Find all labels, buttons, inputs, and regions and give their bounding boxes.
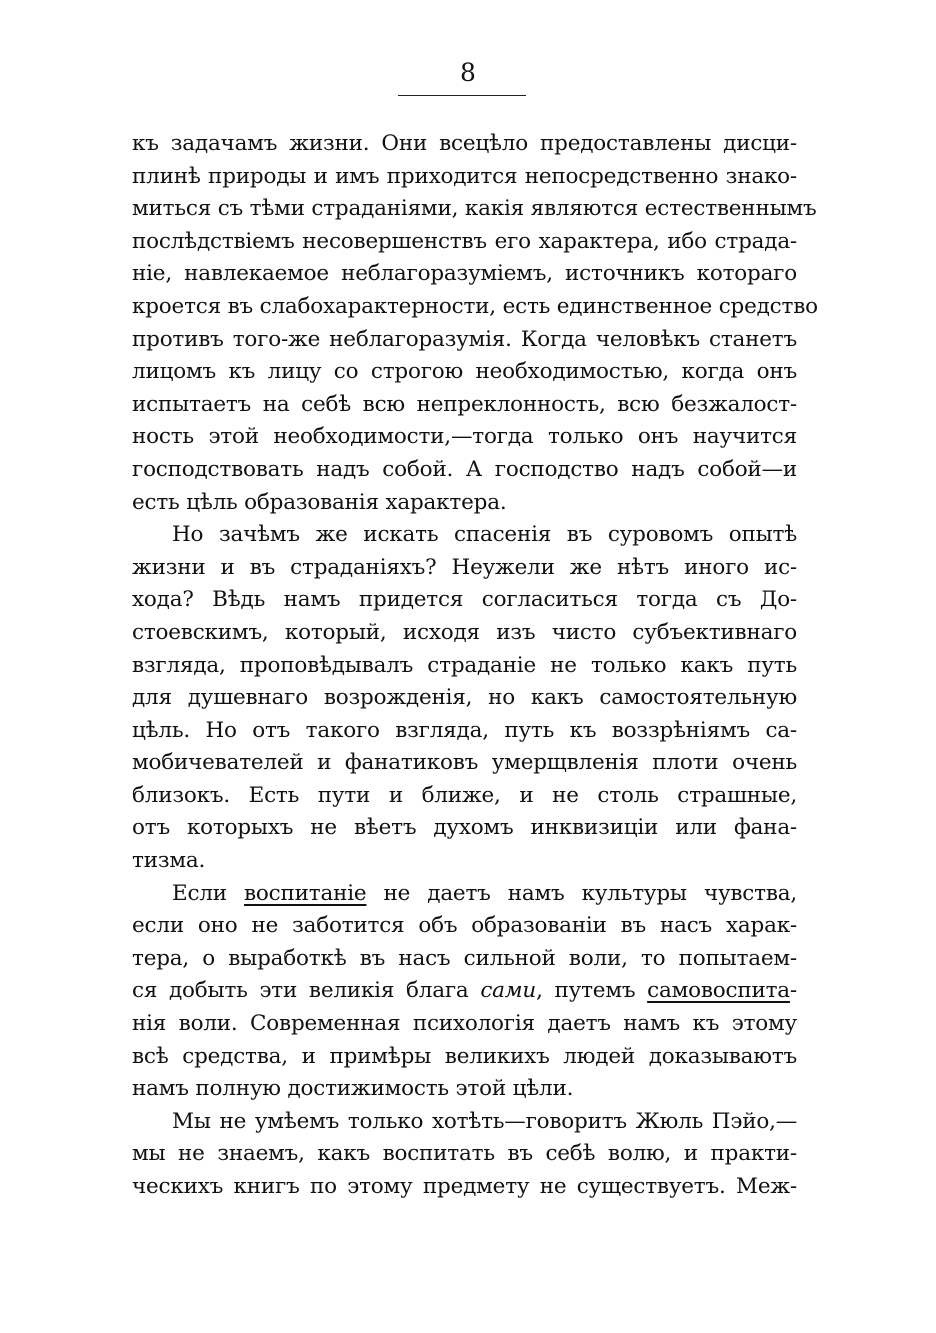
text-line: мы не знаемъ, какъ воспитать въ себѣ волю, и практи-: [132, 1141, 797, 1167]
text-line: испытаетъ на себѣ всю непреклонность, всю безжалост-: [132, 391, 797, 417]
text-line: есть цѣль образованiя характера.: [132, 489, 507, 515]
text-line: миться съ тѣми страданiями, какiя являются естественнымъ: [132, 196, 817, 222]
text-line: Но зачѣмъ же искать спасенiя въ суровомъ опытѣ: [172, 522, 797, 548]
paragraph-4: [132, 1106, 797, 1204]
text-line: взгляда, проповѣдывалъ страданiе не только какъ путь: [132, 652, 797, 678]
text-line: тизма.: [132, 848, 206, 874]
text-line: Мы не умѣемъ только хотѣть—говоритъ Жюль Пэйо,—: [172, 1108, 797, 1134]
text-line: намъ полную достижимость этой цѣли.: [132, 1076, 574, 1102]
text-line: ность этой необходимости,—тогда только онъ научится: [132, 424, 797, 450]
text-line: близокъ. Есть пути и ближе, и не столь страшные,: [132, 782, 797, 808]
page-number: 8: [460, 58, 476, 87]
text-line: если оно не заботится объ образованiи въ насъ харак-: [132, 913, 797, 939]
text-line: хода? Вѣдь намъ придется согласиться тогда съ До-: [132, 587, 797, 613]
text-line: цѣль. Но отъ такого взгляда, путь къ воззрѣнiямъ са-: [132, 717, 797, 743]
italic-word: сами: [480, 978, 537, 1004]
text-line: жизни и въ страданiяхъ? Неужели же нѣтъ иного ис-: [132, 554, 797, 580]
paragraph-2: [132, 519, 797, 878]
underlined-word: воспитанiе: [244, 880, 367, 906]
body-text: [132, 128, 818, 1204]
text-line: всѣ средства, и примѣры великихъ людей доказываютъ: [132, 1043, 797, 1069]
text-span: ся добыть эти великiя блага: [132, 978, 481, 1004]
text-line: кроется въ слабохарактерности, есть единственное средство: [132, 293, 818, 319]
text-line: господствовать надъ собой. А господство надъ собой—и: [132, 456, 797, 482]
text-span: не даетъ намъ культуры чувства,: [366, 880, 798, 906]
text-line: нiе, навлекаемое неблагоразумiемъ, источникъ котораго: [132, 261, 797, 287]
text-line: лицомъ къ лицу со строгою необходимостью, когда онъ: [132, 359, 797, 385]
paragraph-1: [132, 128, 818, 519]
header-rule: [398, 95, 526, 96]
text-line: [132, 975, 797, 1008]
text-line: ческихъ книгъ по этому предмету не существуетъ. Меж-: [132, 1174, 797, 1199]
text-line: послѣдствiемъ несовершенствъ его характера, ибо страда-: [132, 228, 797, 254]
text-line: противъ того-же неблагоразумiя. Когда человѣкъ станетъ: [132, 326, 797, 352]
text-line: къ задачамъ жизни. Они всецѣло предоставлены дисци-: [132, 131, 797, 156]
text-line: плинѣ природы и имъ приходится непосредственно знако-: [132, 163, 797, 189]
text-line: для душевнаго возрожденiя, но какъ самостоятельную: [132, 685, 797, 711]
text-line: стоевскимъ, который, исходя изъ чисто субъективнаго: [132, 619, 797, 645]
text-line: отъ которыхъ не вѣетъ духомъ инквизицiи или фана-: [132, 815, 797, 841]
paragraph-3: [132, 878, 797, 1106]
underlined-word: самовоспита: [647, 978, 790, 1004]
text-line: нiя воли. Современная психологiя даетъ намъ къ этому: [132, 1011, 797, 1037]
text-span: -: [789, 978, 797, 1004]
text-span: Если: [172, 880, 245, 906]
text-line: тера, о выработкѣ въ насъ сильной воли, то попытаем-: [132, 945, 797, 971]
text-span: , путемъ: [536, 978, 648, 1004]
text-line: мобичевателей и фанатиковъ умерщвленiя плоти очень: [132, 750, 797, 776]
text-line: [132, 878, 797, 911]
